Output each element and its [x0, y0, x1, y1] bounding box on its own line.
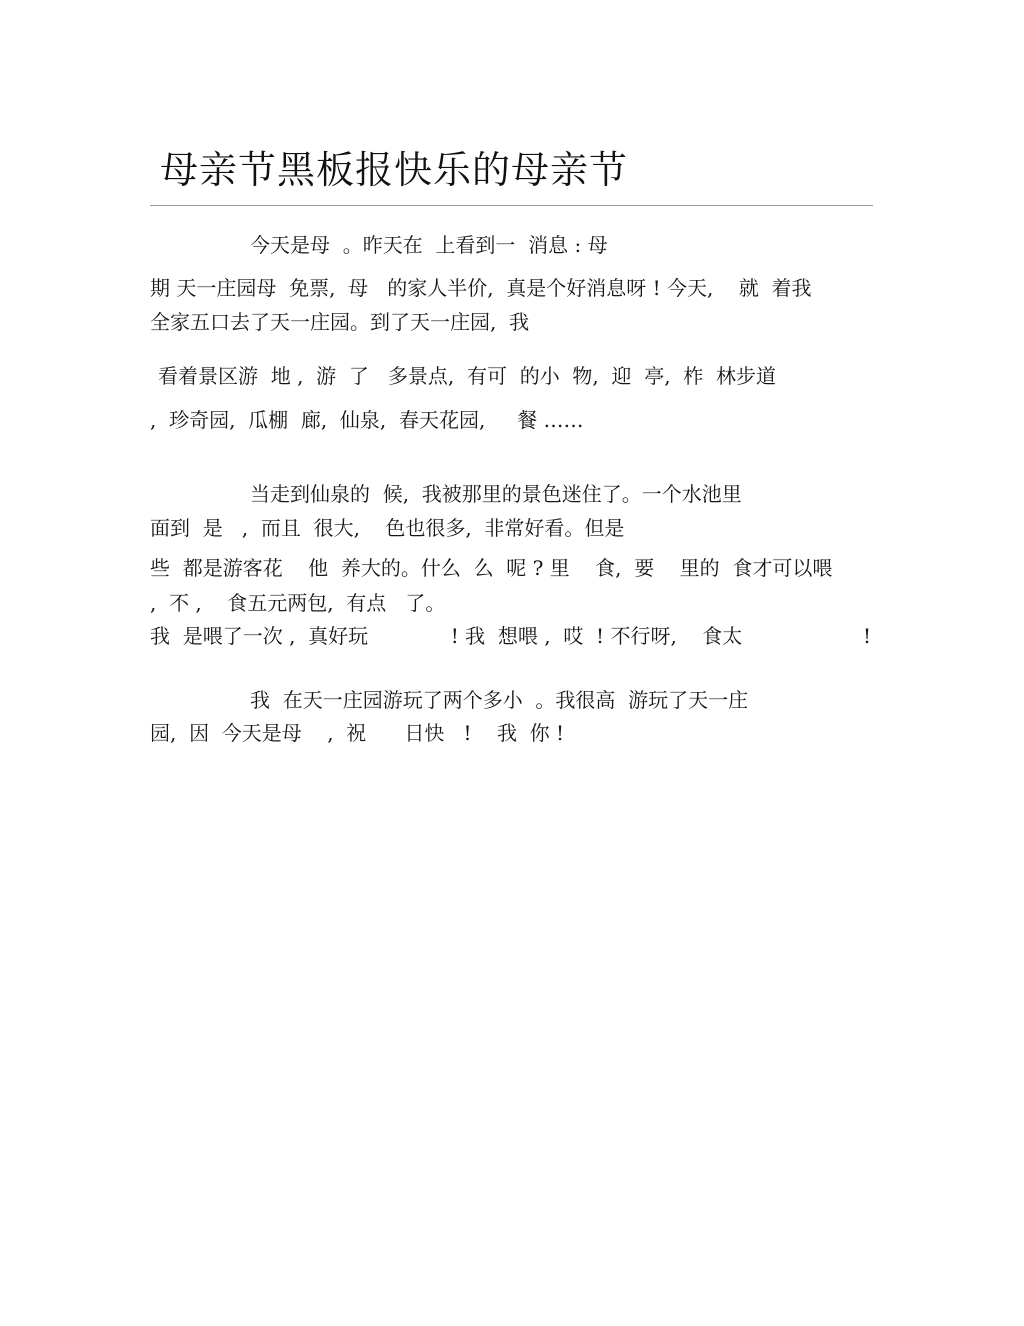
paragraph-line: 我 是喂了一次 , 真好玩 ! 我 想喂 , 哎 ! 不行呀, 食太 ! [150, 624, 872, 648]
paragraph-line: 园, 因 今天是母 , 祝 日快 ! 我 你 ! [150, 721, 565, 745]
paragraph-line: 我 在天一庄园游玩了两个多小 。我很高 游玩了天一庄 [250, 688, 749, 712]
paragraph-line: 期 天一庄园母 免票, 母 的家人半价, 真是个好消息呀 ! 今天, 就 着我 [150, 276, 812, 300]
paragraph-line: 面到 是 , 而且 很大, 色也很多, 非常好看。但是 [150, 516, 625, 540]
title-divider [150, 205, 873, 206]
paragraph-line: 看着景区游 地 , 游 了 多景点, 有可 的小 物, 迎 亭, 柞 林步道 [158, 364, 777, 388]
paragraph-line: 今天是母 。昨天在 上看到一 消息 : 母 [250, 233, 608, 257]
paragraph-line: 全家五口去了天一庄园。到了天一庄园, 我 [150, 310, 530, 334]
paragraph-line: , 不 , 食五元两包, 有点 了。 [150, 591, 446, 615]
paragraph-line: 些 都是游客花 他 养大的。什么 么 呢 ? 里 食, 要 里的 食才可以喂 [150, 556, 833, 580]
paragraph-line: , 珍奇园, 瓜棚 廊, 仙泉, 春天花园, 餐 …… [150, 408, 584, 432]
document-title: 母亲节黑板报快乐的母亲节 [160, 148, 629, 192]
paragraph-line: 当走到仙泉的 候, 我被那里的景色迷住了。一个水池里 [250, 482, 742, 506]
